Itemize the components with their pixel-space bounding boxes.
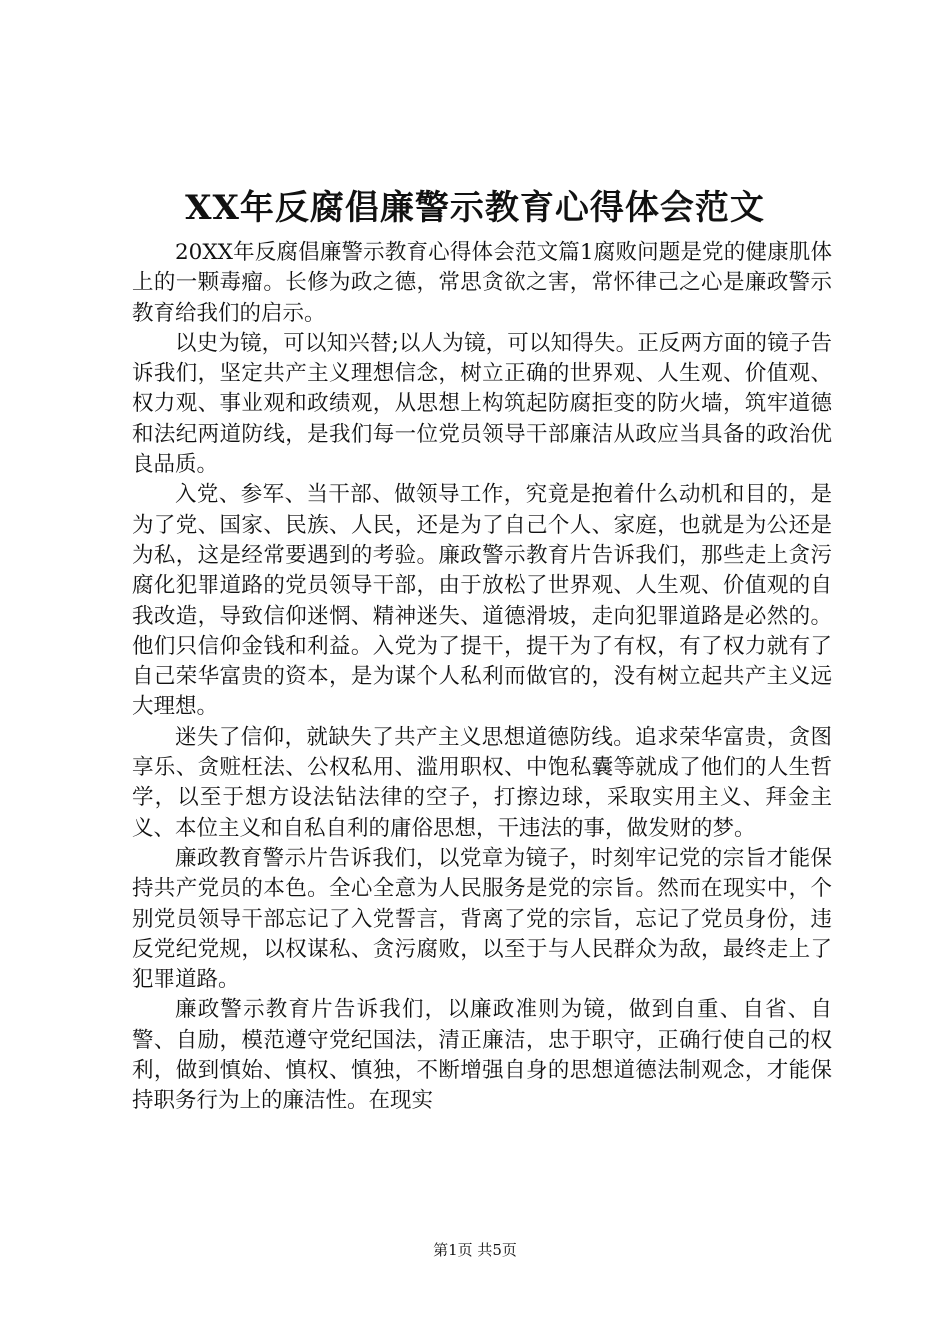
paragraph: 廉政教育警示片告诉我们，以党章为镜子，时刻牢记党的宗旨才能保持共产党员的本色。全心全意为人民服务是党的宗旨。然而在现实中，个别党员领导干部忘记了入党誓言，背离了党的宗旨，忘记了党员身份，违反党纪党规，以权谋私、贪污腐败，以至于与人民群众为敌，最终走上了犯罪道路。 <box>132 845 832 993</box>
page-indicator: 第1页 共5页 <box>433 1241 517 1259</box>
paragraph: 20XX年反腐倡廉警示教育心得体会范文篇1腐败问题是党的健康肌体上的一颗毒瘤。长修为政之德，常思贪欲之害，常怀律己之心是廉政警示教育给我们的启示。 <box>132 240 832 326</box>
paragraph: 迷失了信仰，就缺失了共产主义思想道德防线。追求荣华富贵，贪图享乐、贪赃枉法、公权私用、滥用职权、中饱私囊等就成了他们的人生哲学，以至于想方设法钻法律的空子，打擦边球，采取实用主义、拜金主义、本位主义和自私自利的庸俗思想，干违法的事，做发财的梦。 <box>132 724 832 841</box>
paragraph: 入党、参军、当干部、做领导工作，究竟是抱着什么动机和目的，是为了党、国家、民族、人民，还是为了自己个人、家庭，也就是为公还是为私，这是经常要遇到的考验。廉政警示教育片告诉我们，那些走上贪污腐化犯罪道路的党员领导干部，由于放松了世界观、人生观、价值观的自我改造，导致信仰迷惘、精神迷失、道德滑坡，走向犯罪道路是必然的。他们只信仰金钱和利益。入党为了提干，提干为了有权，有了权力就有了自己荣华富贵的资本，是为谋个人私利而做官的，没有树立起共产主义远大理想。 <box>132 482 832 720</box>
document-body <box>132 238 832 1117</box>
paragraph: 以史为镜，可以知兴替;以人为镜，可以知得失。正反两方面的镜子告诉我们，坚定共产主义理想信念，树立正确的世界观、人生观、价值观、权力观、事业观和政绩观，从思想上构筑起防腐拒变的防火墙，筑牢道德和法纪两道防线，是我们每一位党员领导干部廉洁从政应当具备的政治优良品质。 <box>132 330 832 478</box>
document-title: XX年反腐倡廉警示教育心得体会范文 <box>185 188 765 228</box>
paragraph: 廉政警示教育片告诉我们，以廉政准则为镜，做到自重、自省、自警、自励，模范遵守党纪国法，清正廉洁，忠于职守，正确行使自己的权利，做到慎始、慎权、慎独，不断增强自身的思想道德法制观念，才能保持职务行为上的廉洁性。在现实 <box>132 997 832 1114</box>
